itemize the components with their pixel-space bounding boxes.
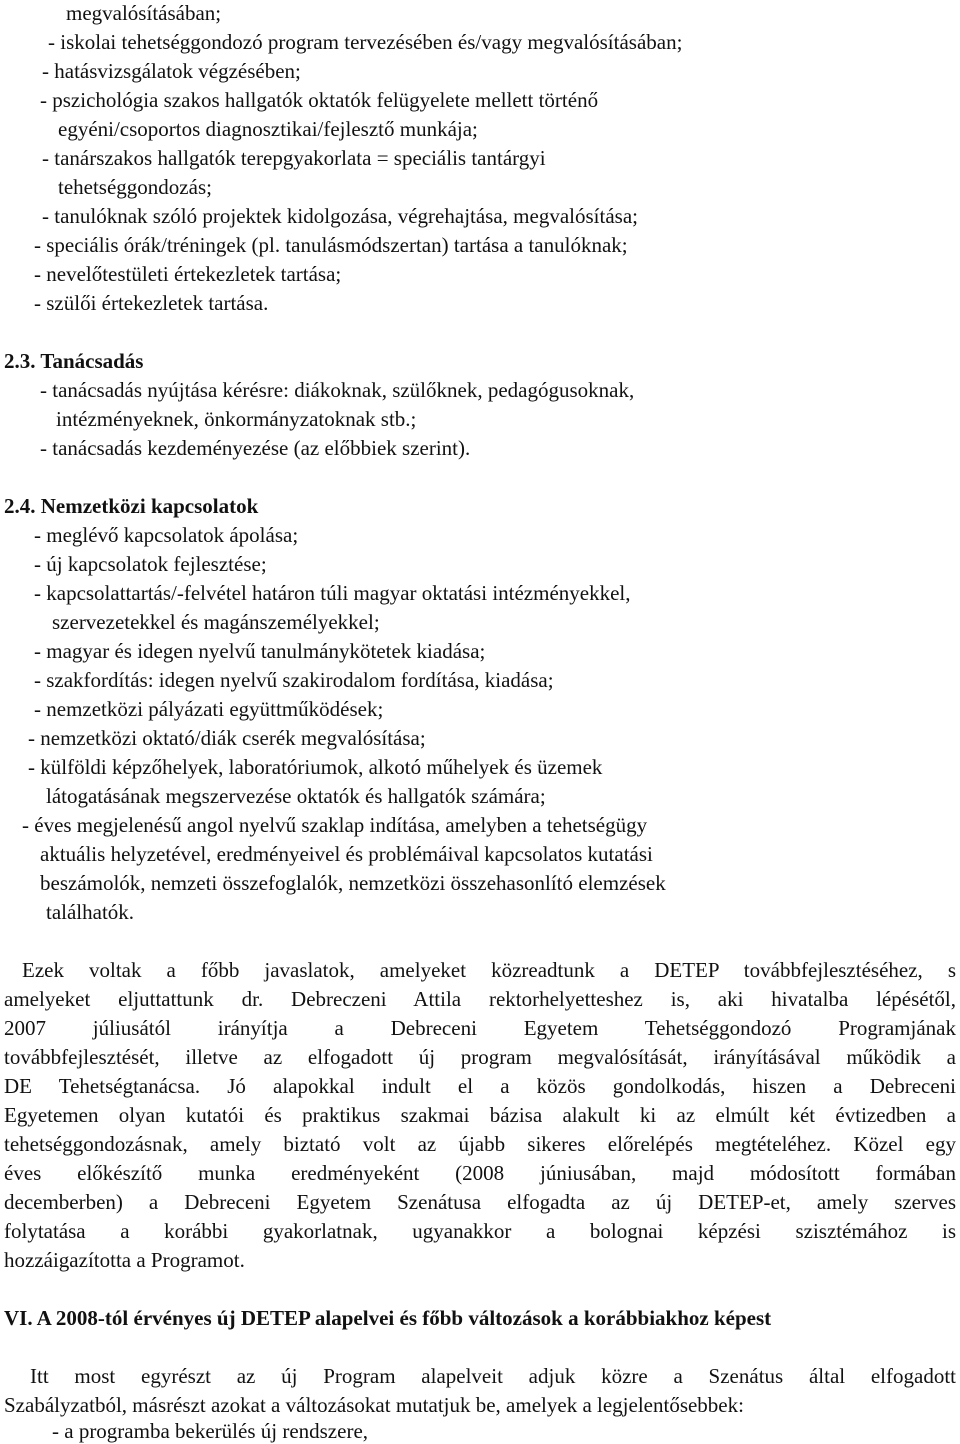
list-item: - a programba bekerülés új rendszere,: [52, 1419, 369, 1443]
paragraph-line: amelyeket eljuttattunk dr. Debreczeni Attila rektorhelyetteshez is, aki hivatalba lépésétől,: [4, 987, 956, 1011]
list-item: - meglévő kapcsolatok ápolása;: [34, 523, 299, 547]
list-item: - szakfordítás: idegen nyelvű szakirodalom fordítása, kiadása;: [34, 668, 554, 692]
list-item: - szülői értekezletek tartása.: [34, 291, 269, 315]
paragraph-line: éves előkészítő munka eredményeként (2008 júniusában, majd módosított formában: [4, 1161, 956, 1185]
paragraph-line: Itt most egyrészt az új Program alapelveit adjuk közre a Szenátus által elfogadott: [30, 1364, 956, 1388]
list-item: - hatásvizsgálatok végzésében;: [42, 59, 301, 83]
list-item: - nemzetközi oktató/diák cserék megvalósítása;: [28, 726, 426, 750]
list-item: - kapcsolattartás/-felvétel határon túli magyar oktatási intézményekkel,: [34, 581, 631, 605]
list-item: - új kapcsolatok fejlesztése;: [34, 552, 267, 576]
paragraph-line: tehetséggondozásnak, amely biztató volt az újabb sikeres előrelépés megtételéhez. Közel egy: [4, 1132, 956, 1156]
paragraph-line: továbbfejlesztését, illetve az elfogadott új program megvalósítását, irányításával működik a: [4, 1045, 956, 1069]
list-item: - tanácsadás nyújtása kérésre: diákoknak, szülőknek, pedagógusoknak,: [40, 378, 635, 402]
list-item: - éves megjelenésű angol nyelvű szaklap indítása, amelyben a tehetségügy: [22, 813, 648, 837]
paragraph-line: 2007 júliusától irányítja a Debreceni Egyetem Tehetséggondozó Programjának: [4, 1016, 956, 1040]
list-item: - nevelőtestületi értekezletek tartása;: [34, 262, 342, 286]
list-line-continuation: megvalósításában;: [66, 1, 222, 25]
list-item: - iskolai tehetséggondozó program tervezésében és/vagy megvalósításában;: [48, 30, 683, 54]
list-item-continuation: intézményeknek, önkormányzatoknak stb.;: [56, 407, 417, 431]
paragraph-line: folytatása a korábbi gyakorlatnak, ugyanakkor a bolognai képzési szisztémához is: [4, 1219, 956, 1243]
paragraph-line-last: Szabályzatból, másrészt azokat a változásokat mutatjuk be, amelyek a legjelentősebbek:: [4, 1393, 744, 1417]
paragraph-line: Egyetemen olyan kutatói és praktikus szakmai bázisa alakult ki az elmúlt két évtizedben a: [4, 1103, 956, 1127]
paragraph-line: DE Tehetségtanácsa. Jó alapokkal indult el a közös gondolkodás, hiszen a Debreceni: [4, 1074, 956, 1098]
section-heading-2-3: 2.3. Tanácsadás: [4, 349, 144, 373]
list-item-continuation: egyéni/csoportos diagnosztikai/fejlesztő munkája;: [58, 117, 478, 141]
paragraph-line: Ezek voltak a főbb javaslatok, amelyeket közreadtunk a DETEP továbbfejlesztéséhez, s: [22, 958, 956, 982]
list-item: - magyar és idegen nyelvű tanulmánykötetek kiadása;: [34, 639, 486, 663]
paragraph-line: decemberben) a Debreceni Egyetem Szenátusa elfogadta az új DETEP-et, amely szerves: [4, 1190, 956, 1214]
section-heading-2-4: 2.4. Nemzetközi kapcsolatok: [4, 494, 259, 518]
paragraph-line-last: hozzáigazította a Programot.: [4, 1248, 245, 1272]
list-item-continuation: látogatásának megszervezése oktatók és hallgatók számára;: [46, 784, 546, 808]
list-item: - nemzetközi pályázati együttműködések;: [34, 697, 384, 721]
list-item: - tanácsadás kezdeményezése (az előbbiek szerint).: [40, 436, 471, 460]
list-item-continuation: aktuális helyzetével, eredményeivel és problémáival kapcsolatos kutatási: [40, 842, 653, 866]
list-item-continuation: beszámolók, nemzeti összefoglalók, nemzetközi összehasonlító elemzések: [40, 871, 666, 895]
list-item: - külföldi képzőhelyek, laboratóriumok, alkotó műhelyek és üzemek: [28, 755, 603, 779]
list-item: - pszichológia szakos hallgatók oktatók felügyelete mellett történő: [40, 88, 599, 112]
list-item-continuation: találhatók.: [46, 900, 135, 924]
list-item-continuation: tehetséggondozás;: [58, 175, 212, 199]
section-heading-vi: VI. A 2008-tól érvényes új DETEP alapelvei és főbb változások a korábbiakhoz képest: [4, 1306, 772, 1330]
list-item-continuation: szervezetekkel és magánszemélyekkel;: [52, 610, 380, 634]
list-item: - speciális órák/tréningek (pl. tanulásmódszertan) tartása a tanulóknak;: [34, 233, 628, 257]
list-item: - tanulóknak szóló projektek kidolgozása, végrehajtása, megvalósítása;: [42, 204, 638, 228]
list-item: - tanárszakos hallgatók terepgyakorlata = speciális tantárgyi: [42, 146, 546, 170]
